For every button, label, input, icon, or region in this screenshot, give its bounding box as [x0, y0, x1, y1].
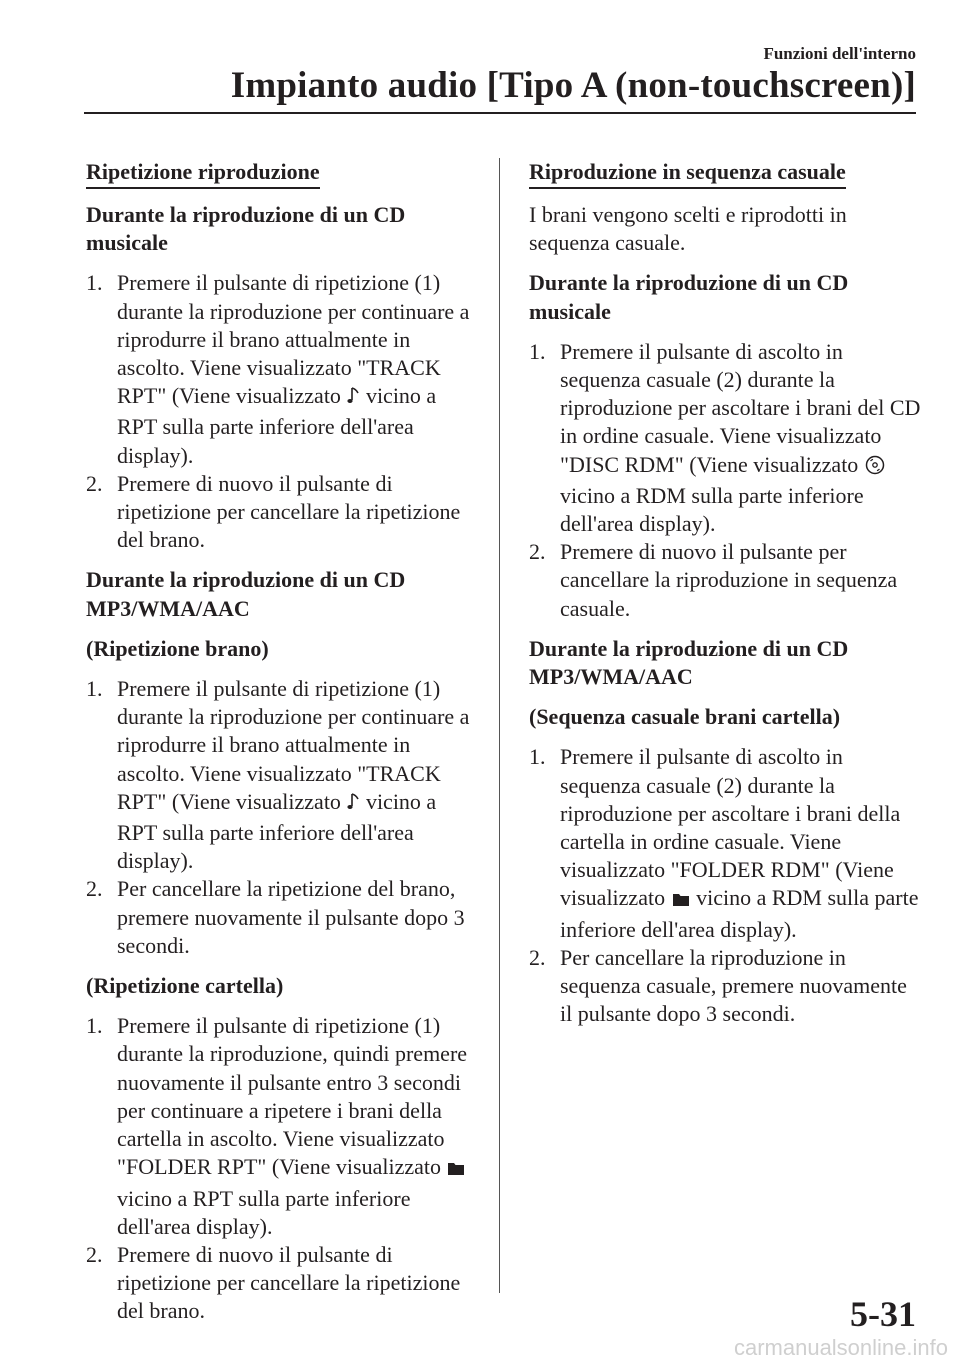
music-note-icon	[347, 791, 359, 819]
column-divider	[499, 158, 500, 1293]
list-item: 1. Premere il pulsante di ripetizione (1) durante la riproduzione per continuare a riprodurre il brano attualmente in ascolto. Viene visualizzato "TRACK RPT" (Viene visualizzato vicino a RPT sulla parte inferiore dell'area display).	[86, 676, 470, 874]
cd-repeat-steps	[86, 269, 478, 554]
mp3-subheading: Durante la riproduzione di un CD MP3/WMA/AAC	[529, 635, 849, 690]
cd-random-steps	[529, 338, 921, 623]
disc-icon	[865, 454, 885, 482]
folder-icon	[447, 1156, 465, 1184]
list-item: 1. Premere il pulsante di ascolto in sequenza casuale (2) durante la riproduzione per ascoltare i brani della cartella in ordine casuale. Viene visualizzato "FOLDER RDM" (Viene visualizzato vicino a RDM sulla parte inferiore dell'area display).	[529, 744, 919, 942]
cd-subheading: Durante la riproduzione di un CD musicale	[529, 270, 849, 324]
list-item: 1. Premere il pulsante di ripetizione (1) durante la riproduzione per continuare a riprodurre il brano attualmente in ascolto. Viene visualizzato "TRACK RPT" (Viene visualizzato vicino a RPT sulla parte inferiore dell'area display).	[86, 270, 470, 468]
list-item: 2. Premere di nuovo il pulsante per cancellare la riproduzione in sequenza casuale.	[529, 539, 898, 621]
list-item: 1. Premere il pulsante di ripetizione (1) durante la riproduzione, quindi premere nuovamente il pulsante entro 3 secondi per continuare a ripetere i brani della cartella in ascolto. Viene visualizzato "FOLDER RPT" (Viene visualizzato vicino a RPT sulla parte inferiore dell'area display).	[86, 1013, 468, 1239]
list-item: 2. Premere di nuovo il pulsante di ripetizione per cancellare la ripetizione del brano.	[86, 470, 461, 553]
track-repeat-steps	[86, 675, 478, 960]
track-repeat-subheading: (Ripetizione brano)	[86, 635, 269, 661]
header-divider	[84, 112, 916, 114]
folder-repeat-subheading: (Ripetizione cartella)	[86, 973, 284, 999]
music-note-icon	[347, 385, 359, 413]
watermark: carmanualsonline.info	[733, 1335, 948, 1360]
left-column	[86, 158, 478, 1338]
page-title: Impianto audio [Tipo A (non-touchscreen)]	[230, 65, 916, 106]
folder-icon	[672, 887, 690, 915]
page-number: 5-31	[850, 1294, 916, 1334]
cd-subheading: Durante la riproduzione di un CD musicale	[86, 202, 406, 256]
folder-repeat-steps	[86, 1012, 478, 1325]
random-heading: Riproduzione in sequenza casuale	[529, 159, 846, 189]
list-item: 1. Premere il pulsante di ascolto in sequenza casuale (2) durante la riproduzione per ascoltare i brani del CD in ordine casuale. Viene visualizzato "DISC RDM" (Viene visualizzato vicino a RDM sulla parte inferiore dell'area display).	[529, 338, 921, 537]
section-label: Funzioni dell'interno	[763, 44, 916, 63]
repeat-heading: Ripetizione riproduzione	[86, 159, 320, 189]
folder-random-subheading: (Sequenza casuale brani cartella)	[529, 704, 841, 730]
random-intro: I brani vengono scelti e riprodotti in sequenza casuale.	[529, 202, 847, 256]
list-item: 2. Per cancellare la ripetizione del brano, premere nuovamente il pulsante dopo 3 secondi.	[86, 876, 465, 958]
right-column	[529, 158, 921, 1040]
mp3-subheading: Durante la riproduzione di un CD MP3/WMA/AAC	[86, 567, 406, 621]
list-item: 2. Premere di nuovo il pulsante di ripetizione per cancellare la ripetizione del brano.	[86, 1241, 461, 1324]
folder-random-steps	[529, 743, 921, 1028]
list-item: 2. Per cancellare la riproduzione in sequenza casuale, premere nuovamente il pulsante dopo 3 secondi.	[529, 944, 907, 1027]
